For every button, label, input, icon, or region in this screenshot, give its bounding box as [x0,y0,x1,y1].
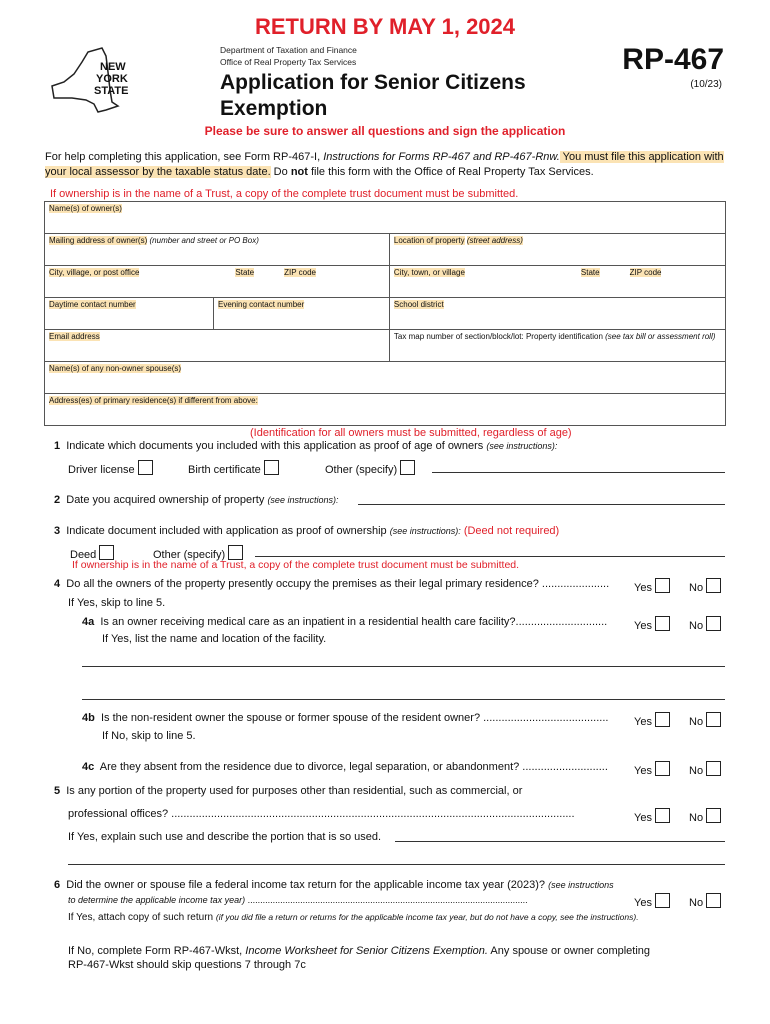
q4c-no-checkbox[interactable] [706,761,721,776]
q5-explain-input-2[interactable] [68,864,725,865]
spouse-name-field[interactable]: Name(s) of any non-owner spouse(s) [45,362,726,394]
help-text-2: Do [270,166,291,178]
q4-no-checkbox[interactable] [706,578,721,593]
q4a-yes: Yes [634,616,670,632]
owners-name-field[interactable]: Name(s) of owner(s) [45,202,726,234]
agency-line-1: Department of Taxation and Finance [220,45,357,55]
question-6-cont: to determine the applicable income tax year) ................................................................................................................ [68,895,528,905]
evening-phone-field[interactable]: Evening contact number [214,298,390,330]
svg-text:NEW: NEW [100,61,126,73]
question-2: 2 Date you acquired ownership of property (see instructions): [54,494,339,506]
question-4c: 4c Are they absent from the residence due to divorce, legal separation, or abandonment? ............................ [82,761,608,773]
q4a-no: No [689,616,721,632]
mailing-address-field[interactable]: Mailing address of owner(s) (number and street or PO Box) [45,234,390,266]
form-number: RP-467 [622,43,724,76]
city-state-zip-field[interactable]: City, village, or post office State ZIP code [45,266,390,298]
q6-no-checkbox[interactable] [706,893,721,908]
daytime-phone-field[interactable]: Daytime contact number [45,298,214,330]
return-deadline-banner: RETURN BY MAY 1, 2024 [254,14,516,39]
svg-text:STATE: STATE [94,85,129,97]
help-text: For help completing this application, see Form RP-467-I, [45,151,324,163]
q1-driver-license: Driver license [68,460,153,476]
q5-explain-input-1[interactable] [395,841,725,842]
other-age-proof-checkbox[interactable] [400,460,415,475]
help-not: not [290,166,308,178]
q6-yes: Yes [634,893,670,909]
q4b-yes: Yes [634,712,670,728]
question-6: 6 Did the owner or spouse file a federal income tax return for the applicable income tax year (2023)? (see instructions [54,879,614,891]
trust-note: If ownership is in the name of a Trust, a copy of the complete trust document must be submitted. [50,188,519,200]
form-title [220,70,526,122]
q4a-yes-checkbox[interactable] [655,616,670,631]
trust-note-2: If ownership is in the name of a Trust, a copy of the complete trust document must be submitted. [72,559,520,571]
question-5-cont: professional offices? .................................................................................................................................... [68,808,575,820]
id-note: (Identification for all owners must be submitted, regardless of age) [250,427,572,439]
q6-sub-1: If Yes, attach copy of such return (if you did file a return or returns for the applicable income tax year, but do not have a copy, see the instructions). [68,912,639,923]
q4-skip-note: If Yes, skip to line 5. [68,597,166,609]
deed-checkbox[interactable] [99,545,114,560]
property-city-state-zip-field[interactable]: City, town, or village State ZIP code [389,266,725,298]
agency-line-2: Office of Real Property Tax Services [220,57,357,67]
question-4a: 4a Is an owner receiving medical care as an inpatient in a residential health care facility?.............................. [82,616,608,628]
q1-other: Other (specify) [325,460,415,476]
q4-yes-checkbox[interactable] [655,578,670,593]
q4b-sub: If No, skip to line 5. [102,730,196,742]
q4c-no: No [689,761,721,777]
q6-sub-2: If No, complete Form RP-467-Wkst, Income Worksheet for Senior Citizens Exemption. Any spouse or owner completing RP-467-Wkst should skip questions 7 through 7c [68,945,651,971]
question-4: 4 Do all the owners of the property presently occupy the premises as their legal primary residence? ...................... [54,578,610,590]
new-york-state-logo [44,42,150,122]
question-4b: 4b Is the non-resident owner the spouse or former spouse of the resident owner? ......................................... [82,712,609,724]
ownership-date-input[interactable] [358,504,725,505]
email-field[interactable]: Email address [45,330,390,362]
q4-yes: Yes [634,578,670,594]
q5-yes: Yes [634,808,670,824]
question-5: 5 Is any portion of the property used for purposes other than residential, such as commercial, or [54,785,523,797]
help-text-3: file this form with the Office of Real Property Tax Services. [307,166,594,178]
other-ownership-proof-checkbox[interactable] [228,545,243,560]
instructions-subtitle: Please be sure to answer all questions and sign the application [204,124,566,138]
q6-yes-checkbox[interactable] [655,893,670,908]
driver-license-checkbox[interactable] [138,460,153,475]
tax-map-field[interactable]: Tax map number of section/block/lot: Property identification (see tax bill or assessment roll) [389,330,725,362]
q4b-yes-checkbox[interactable] [655,712,670,727]
facility-input-line-1[interactable] [82,666,725,667]
owner-info-grid [44,201,726,426]
q4b-no: No [689,712,721,728]
help-paragraph [45,150,735,180]
q4b-no-checkbox[interactable] [706,712,721,727]
school-district-field[interactable]: School district [389,298,725,330]
q4a-no-checkbox[interactable] [706,616,721,631]
question-1: 1 Indicate which documents you included with this application as proof of age of owners (see instructions): [54,440,558,452]
q1-birth-certificate: Birth certificate [188,460,279,476]
q4c-yes: Yes [634,761,670,777]
q6-no: No [689,893,721,909]
q4c-yes-checkbox[interactable] [655,761,670,776]
question-3: 3 Indicate document included with application as proof of ownership (see instructions): (Deed not required) [54,525,560,537]
q5-sub: If Yes, explain such use and describe the portion that is so used. [68,831,382,843]
q5-no-checkbox[interactable] [706,808,721,823]
form-title-line-2: Exemption [220,97,328,120]
help-deadline-note: You must file this application with your local assessor by the taxable status date. [45,151,724,178]
other-age-proof-input[interactable] [432,472,725,473]
form-title-line-1: Application for Senior Citizens [220,71,526,94]
q3-deed: Deed [70,545,114,561]
q4a-sub: If Yes, list the name and location of the facility. [102,633,327,645]
primary-residence-field[interactable]: Address(es) of primary residence(s) if different from above: [45,394,726,426]
birth-certificate-checkbox[interactable] [264,460,279,475]
q3-other: Other (specify) [153,545,243,561]
svg-text:YORK: YORK [96,73,128,85]
property-location-field[interactable]: Location of property (street address) [389,234,725,266]
form-version: (10/23) [690,79,722,90]
agency-name [220,44,357,68]
q5-yes-checkbox[interactable] [655,808,670,823]
q4-no: No [689,578,721,594]
other-ownership-proof-input[interactable] [255,556,725,557]
facility-input-line-2[interactable] [82,699,725,700]
help-instructions-ref: Instructions for Forms RP-467 and RP-467-Rnw. [323,151,560,163]
q5-no: No [689,808,721,824]
